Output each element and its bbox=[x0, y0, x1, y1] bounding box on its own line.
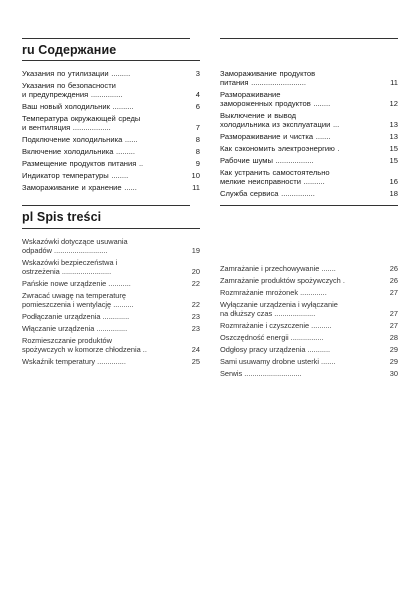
ru-underline-left bbox=[22, 60, 200, 61]
toc-entry[interactable] bbox=[22, 313, 200, 322]
toc-entry-page: 11 bbox=[390, 78, 398, 88]
toc-entry-title: Как сэкономить электроэнергию . bbox=[220, 144, 340, 154]
toc-entry-title: Odgłosy pracy urządzenia ........... bbox=[220, 345, 331, 355]
toc-entry-title: Wyłączanie urządzenia i wyłączanie na dłuższy czas .................... bbox=[220, 300, 338, 319]
toc-entry[interactable] bbox=[22, 259, 200, 277]
toc-entry[interactable] bbox=[220, 370, 398, 379]
toc-entry-page: 29 bbox=[389, 345, 398, 355]
toc-entry[interactable] bbox=[22, 70, 200, 79]
toc-entry-title: Rozmrażanie mrożonek ............. bbox=[220, 288, 327, 298]
toc-entry[interactable] bbox=[22, 103, 200, 112]
toc-entry[interactable] bbox=[220, 157, 398, 166]
toc-entry-title: Wskazówki dotyczące usuwania odpadów .......................... bbox=[22, 237, 128, 256]
toc-entry[interactable] bbox=[220, 133, 398, 142]
toc-entry-title: Выключение и вывод холодильника из эксплуатации ... bbox=[220, 111, 340, 130]
toc-entry-page: 12 bbox=[389, 99, 398, 109]
pl-toc-left bbox=[22, 238, 200, 367]
toc-entry-title: Рабочие шумы .................. bbox=[220, 156, 314, 166]
toc-entry-title: Индикатор температуры ........ bbox=[22, 171, 129, 181]
toc-entry-page: 22 bbox=[191, 279, 200, 289]
toc-entry[interactable] bbox=[220, 169, 398, 187]
toc-entry-page: 27 bbox=[389, 309, 398, 319]
toc-entry-title: Подключение холодильника ...... bbox=[22, 135, 138, 145]
toc-entry-title: Serwis ............................ bbox=[220, 369, 302, 379]
toc-entry-page: 19 bbox=[191, 246, 200, 256]
toc-entry-page: 15 bbox=[389, 156, 398, 166]
toc-entry-title: Служба сервиса ................ bbox=[220, 189, 315, 199]
toc-entry[interactable] bbox=[22, 325, 200, 334]
toc-entry-page: 8 bbox=[195, 135, 200, 145]
pl-underline-left bbox=[22, 228, 200, 229]
toc-entry-page: 25 bbox=[191, 357, 200, 367]
toc-entry-page: 4 bbox=[195, 90, 200, 100]
toc-entry-title: Wskaźnik temperatury .............. bbox=[22, 357, 126, 367]
toc-entry[interactable] bbox=[22, 280, 200, 289]
toc-entry-title: Ваш новый холодильник .......... bbox=[22, 102, 134, 112]
toc-entry-page: 8 bbox=[195, 147, 200, 157]
toc-entry-page: 26 bbox=[389, 276, 398, 286]
toc-entry-title: Rozmieszczanie produktów spożywczych w komorze chłodzenia .. bbox=[22, 336, 147, 355]
toc-entry[interactable] bbox=[220, 91, 398, 109]
toc-entry-title: Размораживание замороженных продуктов ........ bbox=[220, 90, 331, 109]
toc-entry[interactable] bbox=[22, 358, 200, 367]
toc-entry-title: Rozmrażanie i czyszczenie .......... bbox=[220, 321, 332, 331]
toc-entry[interactable] bbox=[22, 172, 200, 181]
toc-entry-page: 29 bbox=[389, 357, 398, 367]
toc-entry[interactable] bbox=[220, 265, 398, 274]
ru-toc-right bbox=[220, 70, 398, 199]
toc-entry[interactable] bbox=[22, 82, 200, 100]
toc-entry[interactable] bbox=[22, 184, 200, 193]
pl-toc-right bbox=[220, 265, 398, 379]
toc-entry[interactable] bbox=[220, 301, 398, 319]
toc-entry-page: 20 bbox=[191, 267, 200, 277]
toc-entry-page: 7 bbox=[195, 123, 200, 133]
toc-entry-page: 16 bbox=[389, 177, 398, 187]
toc-entry-page: 6 bbox=[195, 102, 200, 112]
toc-entry-page: 28 bbox=[389, 333, 398, 343]
toc-entry-title: Zamrażanie produktów spożywczych . bbox=[220, 276, 345, 286]
ru-top-rule-left bbox=[22, 38, 190, 39]
ru-top-rule-right bbox=[220, 38, 398, 39]
toc-entry-page: 13 bbox=[389, 120, 398, 130]
toc-entry[interactable] bbox=[22, 115, 200, 133]
toc-entry-title: Указания по утилизации ......... bbox=[22, 69, 131, 79]
pl-heading: pl Spis treści bbox=[22, 210, 102, 224]
toc-entry[interactable] bbox=[22, 337, 200, 355]
toc-entry[interactable] bbox=[220, 322, 398, 331]
toc-entry-page: 10 bbox=[191, 171, 200, 181]
toc-entry-title: Размораживание и чистка ....... bbox=[220, 132, 331, 142]
toc-entry-title: Wskazówki bezpieczeństwa i ostrzeżenia ........................ bbox=[22, 258, 118, 277]
toc-entry-page: 11 bbox=[192, 183, 200, 193]
toc-entry-page: 24 bbox=[191, 345, 200, 355]
ru-toc-left bbox=[22, 70, 200, 193]
toc-entry[interactable] bbox=[22, 292, 200, 310]
toc-entry[interactable] bbox=[22, 148, 200, 157]
toc-entry-title: Pańskie nowe urządzenie ........... bbox=[22, 279, 131, 289]
toc-entry[interactable] bbox=[220, 70, 398, 88]
toc-entry[interactable] bbox=[220, 190, 398, 199]
toc-entry-title: Температура окружающей среды и вентиляция .................. bbox=[22, 114, 141, 133]
toc-entry[interactable] bbox=[22, 136, 200, 145]
toc-entry-page: 26 bbox=[389, 264, 398, 274]
pl-top-rule-left bbox=[22, 205, 190, 206]
toc-entry[interactable] bbox=[220, 145, 398, 154]
toc-entry-page: 23 bbox=[191, 312, 200, 322]
ru-heading: ru Содержание bbox=[22, 43, 117, 57]
toc-entry-page: 23 bbox=[191, 324, 200, 334]
toc-entry-title: Podłączanie urządzenia ............. bbox=[22, 312, 130, 322]
toc-entry-title: Sami usuwamy drobne usterki ....... bbox=[220, 357, 336, 367]
toc-entry-page: 13 bbox=[389, 132, 398, 142]
toc-entry[interactable] bbox=[220, 334, 398, 343]
toc-entry-page: 27 bbox=[389, 288, 398, 298]
toc-entry[interactable] bbox=[22, 238, 200, 256]
toc-entry-page: 9 bbox=[195, 159, 200, 169]
toc-entry-title: Włączanie urządzenia ............... bbox=[22, 324, 128, 334]
toc-entry-title: Указания по безопасности и предупреждения ............... bbox=[22, 81, 123, 100]
toc-entry[interactable] bbox=[220, 277, 398, 286]
pl-top-rule-right bbox=[220, 205, 398, 206]
toc-entry-page: 3 bbox=[195, 69, 200, 79]
toc-entry-page: 22 bbox=[191, 300, 200, 310]
toc-entry-title: Oszczędność energii ................ bbox=[220, 333, 324, 343]
toc-entry[interactable] bbox=[22, 160, 200, 169]
toc-entry[interactable] bbox=[220, 346, 398, 355]
toc-entry-title: Размещение продуктов питания .. bbox=[22, 159, 144, 169]
toc-entry-page: 15 bbox=[389, 144, 398, 154]
toc-entry[interactable] bbox=[220, 112, 398, 130]
toc-entry[interactable] bbox=[220, 358, 398, 367]
toc-entry[interactable] bbox=[220, 289, 398, 298]
toc-entry-title: Zamrażanie i przechowywanie ....... bbox=[220, 264, 336, 274]
toc-entry-title: Как устранить самостоятельно мелкие неисправности .......... bbox=[220, 168, 330, 187]
toc-entry-page: 30 bbox=[389, 369, 398, 379]
toc-entry-page: 27 bbox=[389, 321, 398, 331]
toc-entry-title: Включение холодильника ......... bbox=[22, 147, 136, 157]
toc-entry-page: 18 bbox=[389, 189, 398, 199]
toc-entry-title: Zwracać uwagę na temperaturę pomieszczenia i wentylację .......... bbox=[22, 291, 134, 310]
toc-entry-title: Замораживание и хранение ...... bbox=[22, 183, 137, 193]
toc-entry-title: Замораживание продуктов питания .......................... bbox=[220, 69, 316, 88]
